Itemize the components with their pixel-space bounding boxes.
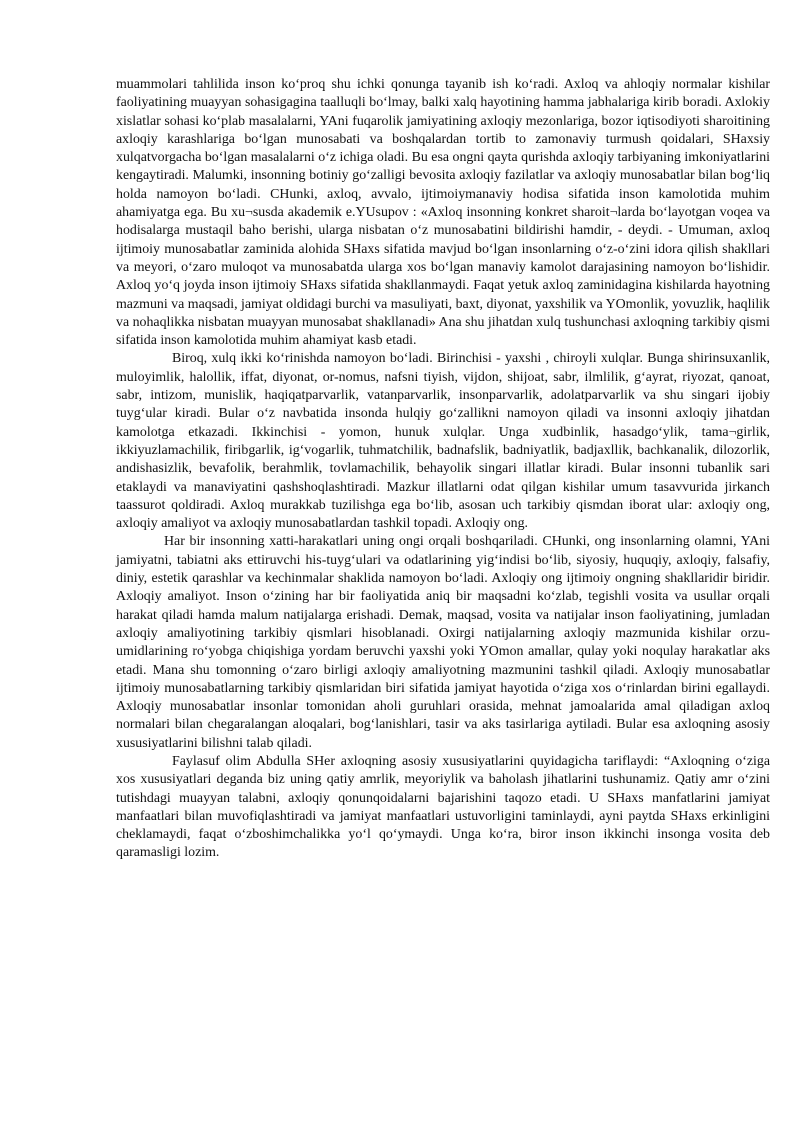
paragraph-axloqiy-ong: Har bir insonning xatti-harakatlari uning ongi orqali boshqariladi. CHunki, ong insonlarning olamni, YAni jamiyatni, tabiatni aks ettiruvchi his-tuyg‘ulari va odatlarining yig‘indisi bo‘lib, siyosiy, huquqiy, axloqiy, falsafiy, diniy, estetik qarashlar va kechinmalar shaklida namoyon bo‘ladi. Axloqiy ong ijtimoiy ongning shakllaridir biridir. Axloqiy amaliyot. Inson o‘zining har bir faoliyatida aniq bir maqsadni ko‘zlab, tegishli vosita va usullar orqali harakat qiladi hamda malum natijalarga erishadi. Demak, maqsad, vosita va natijalar inson faoliyatining, jumladan axloqiy amaliyotining tarkibiy qismlari hisoblanadi. Oxirgi natijalarning axloqiy mazmunida kishilar orzu-umidlarining ro‘yobga chiqishiga yordam beruvchi yaxshi yoki YOmon amallar, qulay yoki noqulay harakatlar aks etadi. Mana shu tomonning o‘zaro birligi axloqiy amaliyotning mazmunini tashkil qiladi. Axloqiy munosabatlar ijtimoiy munosabatlarning tarkibiy qismlaridan biri sifatida jamiyat hayotida o‘ziga xos o‘rinlardan birini egallaydi. Axloqiy munosabatlar insonlar tomonidan aholi guruhlari orasida, mehnat jamoalarida amal qiladigan axloq normalari bilan chegaralangan aloqalari, bog‘lanishlari, tasir va aks tasirlariga aytiladi. Bular esa axloqning asosiy xususiyatlarini bilishni talab qiladi. <box>116 534 770 751</box>
paragraph-xulq-types: Biroq, xulq ikki ko‘rinishda namoyon bo‘ladi. Birinchisi - yaxshi , chiroyli xulqlar. Bunga shirinsuxanlik, muloyimlik, halollik, iffat, diyonat, or-nomus, nafsni tiyish, vijdon, shijoat, sabr, ilmlilik, g‘ayrat, riyozat, qanoat, sabr, intizom, munislik, haqiqatparvarlik, vatanparvarlik, insonparvarlik, adolatparvarlik va shu singari ijobiy tuyg‘ular kiradi. Bular o‘z navbatida insonda hulqiy go‘zallikni namoyon qiladi va insonni axloqiy jihatdan kamolotga etkazadi. Ikkinchisi - yomon, hunuk xulqlar. Unga xudbinlik, hasadgo‘ylik, tama¬girlik, ikkiyuzlamachilik, firibgarlik, ig‘vogarlik, tuhmatchilik, badnafslik, badniyatlik, badjaxllik, bachkanalik, dilozorlik, andishasizlik, bevafolik, berahmlik, tovlamachilik, behayolik singari illatlar kiradi. Bular insonni tubanlik sari etaklaydi va manaviyatini qashshoqlashtiradi. Mazkur illatlarni odat qilgan kishilar umum tasavvurida jirkanch taassurot qoldiradi. Axloq murakkab tuzilishga ega bo‘lib, asosan uch tarkibiy qismdan iborat ular: axloqiy ong, axloqiy amaliyot va axloqiy munosabatlardan tashkil topadi. Axloqiy ong. <box>116 351 770 532</box>
paragraph-axloq-intro: muammolari tahlilida inson ko‘proq shu ichki qonunga tayanib ish ko‘radi. Axloq va ahloqiy normalar kishilar faoliyatining muayyan sohasigagina taalluqli bo‘lmay, balki xalq hayotining hamma jabhalariga kirib boradi. Axlokiy xislatlar sohasi ko‘plab masalalarni, YAni fuqarolik jamiyatining axloqiy mezonlariga, bozor iqtisodiyoti sharoitining axloqiy karashlariga bo‘lgan munosabati va boshqalardan tortib to zamonaviy turmush qoidalari, SHaxsiy xulqatvorgacha bo‘lgan masalalarni o‘z ichiga oladi. Bu esa ongni qayta qurishda axloqiy tarbiyaning imkoniyatlarini kengaytiradi. Malumki, insonning botiniy go‘zalligi bevosita axloqiy fazilatlar va axloqiy munosabatlar bilan bog‘liq holda namoyon bo‘ladi. CHunki, axloq, avvalo, ijtimoiymanaviy hodisa sifatida inson kamolotida muhim ahamiyatga ega. Bu xu¬susda akademik e.YUsupov : «Axloq insonning konkret sharoit¬larda bo‘layotgan voqea va hodisalarga mustaqil baho berishi, ularga nisbatan o‘z munosabatini bildirishi hamdir, - deydi. - Umuman, axloq ijtimoiy munosabatlar zaminida alohida SHaxs sifatida mavjud bo‘lgan insonlarning o‘z-o‘zini idora qilish shakllari va meyori, o‘zaro muloqot va munosabatda ularga xos bo‘lgan manaviy kamolot darajasining namoyon bo‘lishidir. Axloq yo‘q joyda inson ijtimoiy SHaxs sifatida shakllanmaydi. Faqat yetuk axloq zaminidagina kishilarda hayotning mazmuni va maqsadi, jamiyat oldidagi burchi va masuliyati, baxt, diyonat, yaxshilik va YOmonlik, yovuzlik, haqlilik va nohaqlikka nisbatan muayyan munosabat shakllanadi» Ana shu jihatdan xulq tushunchasi axloqning tarkibiy qismi sifatida inson kamolotida muhim ahamiyat kasb etadi. <box>116 77 770 349</box>
paragraph-abdulla-sher: Faylasuf olim Abdulla SHer axloqning asosiy xususiyatlarini quyidagicha tariflaydi: “Axloqning o‘ziga xos xususiyatlari deganda biz uning qatiy amrlik, meyoriylik va baholash jihatlarini tushunamiz. Qatiy amr o‘zini tutishdagi muayyan talabni, axloqiy qonunqoidalarni bajarishini taqozo etadi. U SHaxs manfatlarini jamiyat manfaatlari bilan muvofiqlashtiradi va jamiyat manfaatlari ustuvorligini taminlaydi, ayni paytda SHaxs erkinligini cheklamaydi, faqat o‘zboshimchalikka yo‘l qo‘ymaydi. Unga ko‘ra, biror inson ikkinchi insonga vosita deb qaramasligi lozim. <box>116 753 770 861</box>
document-page <box>116 76 770 863</box>
